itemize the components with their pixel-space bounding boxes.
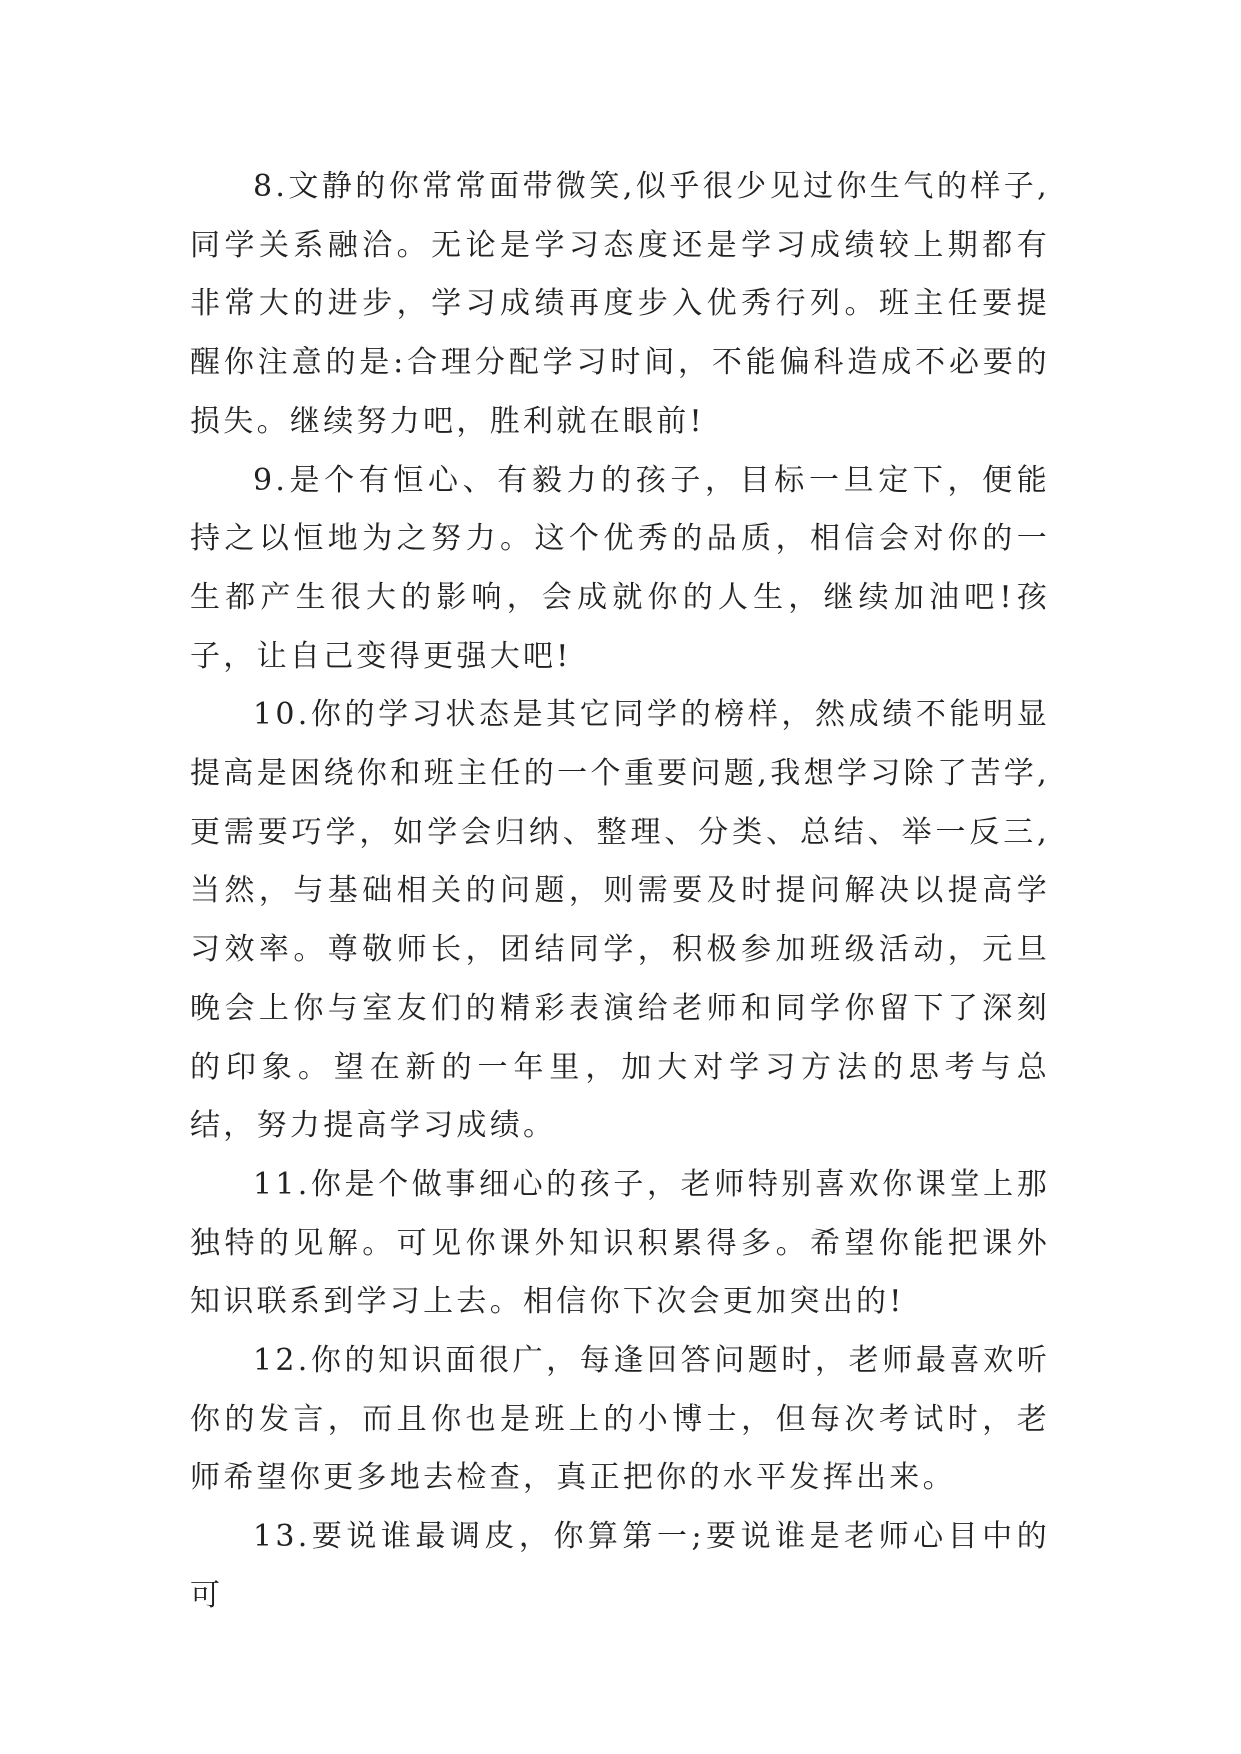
paragraph-13: 13.要说谁最调皮，你算第一;要说谁是老师心目中的可 [190,1519,1050,1613]
paragraph-12: 12.你的知识面很广，每逢回答问题时，老师最喜欢听你的发言，而且你也是班上的小博士，但每次考试时，老师希望你更多地去检查，真正把你的水平发挥出来。 [190,1343,1050,1496]
paragraph-8: 8.文静的你常常面带微笑,似乎很少见过你生气的样子,同学关系融洽。无论是学习态度还是学习成绩较上期都有非常大的进步，学习成绩再度步入优秀行列。班主任要提醒你注意的是:合理分配学习时间，不能偏科造成不必要的损失。继续努力吧，胜利就在眼前! [190,169,1050,439]
paragraph-9: 9.是个有恒心、有毅力的孩子，目标一旦定下，便能持之以恒地为之努力。这个优秀的品质，相信会对你的一生都产生很大的影响，会成就你的人生，继续加油吧!孩子，让自己变得更强大吧! [190,462,1050,674]
document-body [190,158,1050,1626]
paragraph-11: 11.你是个做事细心的孩子，老师特别喜欢你课堂上那独特的见解。可见你课外知识积累得多。希望你能把课外知识联系到学习上去。相信你下次会更加突出的! [190,1166,1050,1320]
paragraph-10: 10.你的学习状态是其它同学的榜样，然成绩不能明显提高是困绕你和班主任的一个重要问题,我想学习除了苦学,更需要巧学，如学会归纳、整理、分类、总结、举一反三,当然，与基础相关的问题，则需要及时提问解决以提高学习效率。尊敬师长，团结同学，积极参加班级活动，元旦晚会上你与室友们的精彩表演给老师和同学你留下了深刻的印象。望在新的一年里，加大对学习方法的思考与总结，努力提高学习成绩。 [190,697,1050,1144]
